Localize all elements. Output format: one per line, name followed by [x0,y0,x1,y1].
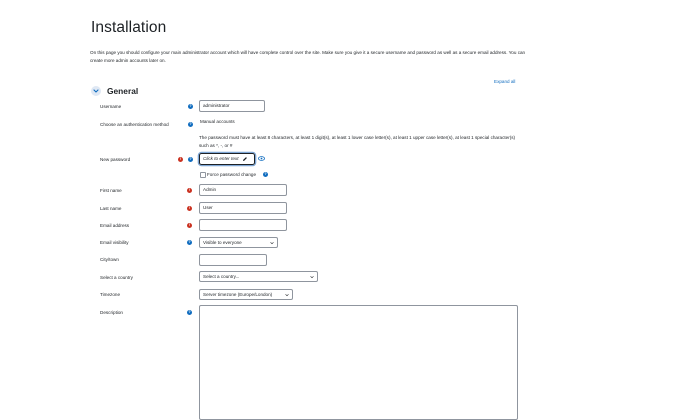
password-rules: The password must have at least 8 characters, at least 1 digit(s), at least 1 lower case letter(s), at least 1 upper case letter(s), at least 1 special character(s) such as *, -, or # [199,135,516,148]
chevron-down-icon [270,241,274,245]
chevron-down-icon [285,293,289,297]
city-label: City/town [100,257,119,262]
timezone-select[interactable] [199,289,293,300]
exclamation-circle-icon: ! [179,157,182,161]
country-label: Select a country [100,275,133,280]
username-label: Username [100,104,122,109]
city-input[interactable] [199,254,267,266]
question-circle-icon[interactable]: ? [189,122,192,126]
timezone-value: Server timezone (Europe/London) [203,292,273,297]
force-password-change-checkbox[interactable] [200,172,206,178]
chevron-down-icon [91,86,101,96]
password-placeholder: Click to enter text [203,156,239,161]
pencil-icon [242,156,248,162]
chevron-down-icon [310,275,314,279]
email-input[interactable] [199,219,287,231]
lastname-input[interactable]: User [199,202,287,214]
eye-icon[interactable] [258,156,265,161]
country-value: Select a country... [203,274,240,279]
username-input[interactable]: administrator [199,100,265,112]
email-label: Email address [100,223,130,228]
exclamation-circle-icon: ! [188,206,191,210]
description-label: Description [100,310,123,315]
description-textarea[interactable] [199,305,518,420]
question-circle-icon[interactable]: ? [188,240,191,244]
section-collapse-toggle[interactable] [91,86,101,96]
force-password-change-label: Force password change [207,172,257,177]
firstname-label: First name [100,188,122,193]
question-circle-icon[interactable]: ? [189,104,192,108]
timezone-label: Timezone [100,292,120,297]
email-visibility-select[interactable] [199,237,278,248]
lastname-label: Last name [100,206,122,211]
auth-method-label: Choose an authentication method [100,122,169,127]
expand-all-link[interactable]: Expand all [494,79,516,84]
email-visibility-label: Email visibility [100,240,129,245]
question-circle-icon[interactable]: ? [264,172,267,176]
page-title: Installation [91,19,167,36]
intro-text: On this page you should configure your main administrator account which will have complete control over the site. Make sure you give it a secure username and password as well as a secure email address. You can create more admin accounts later on. [90,50,526,63]
question-circle-icon[interactable]: ? [188,310,191,314]
email-visibility-value: Visible to everyone [203,240,242,245]
country-select[interactable] [199,271,318,282]
section-title-general: General [107,86,139,96]
password-input[interactable] [199,153,255,165]
auth-method-value: Manual accounts [200,119,235,124]
firstname-input[interactable]: Admin [199,184,287,196]
exclamation-circle-icon: ! [188,223,191,227]
password-label: New password [100,157,131,162]
question-circle-icon[interactable]: ? [189,157,192,161]
exclamation-circle-icon: ! [188,188,191,192]
